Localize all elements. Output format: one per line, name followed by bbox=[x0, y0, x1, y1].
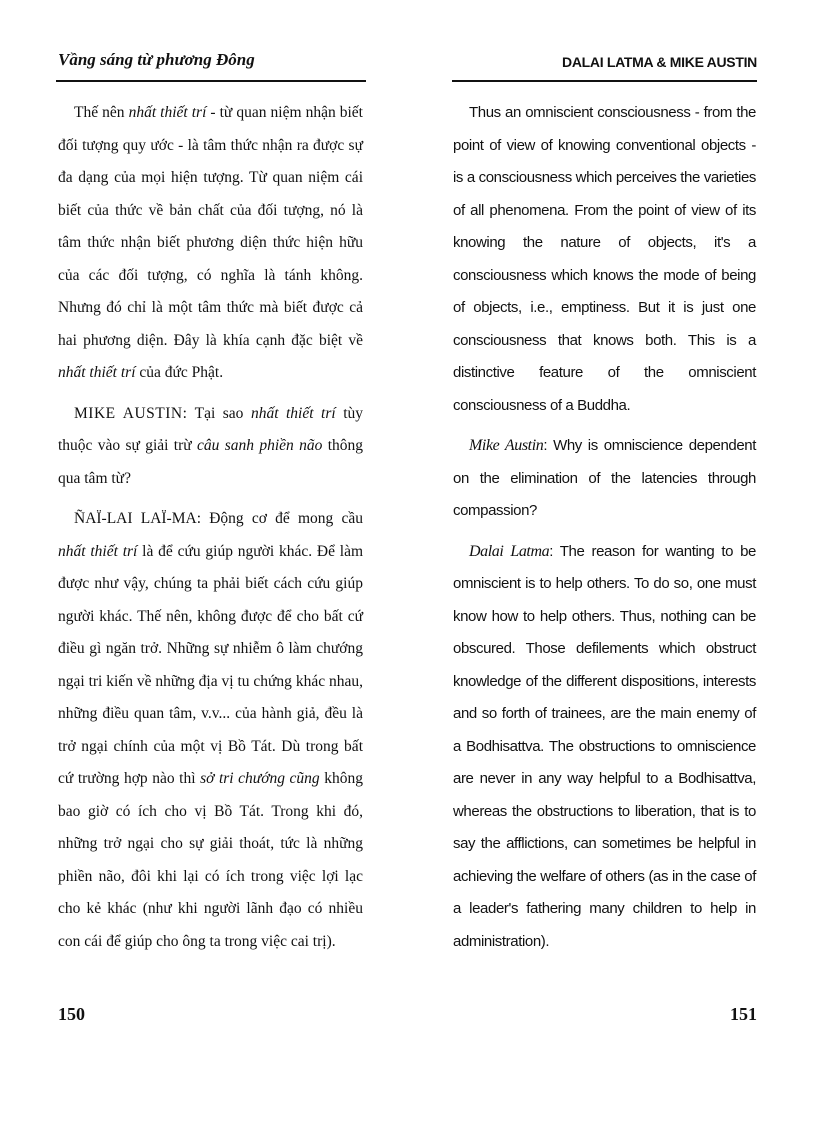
text-run: Động cơ để mong cầu bbox=[201, 510, 363, 527]
term-emphasis: nhất thiết trí bbox=[58, 364, 136, 381]
term-emphasis: câu sanh phiền não bbox=[197, 437, 323, 454]
text-run: - từ quan niệm nhận biết đối tượng quy ước - là tâm thức nhận ra được sự đa dạng của mọi hiện tượng. Từ quan niệm cái biết của thức về bản chất của đối tượng, nó là tâm thức nhận biết phương diện thức hiện hữu của các đối tượng, có nghĩa là tánh không. Nhưng đó chỉ là một tâm thức mà biết được cả hai phương diện. Đây là khía cạnh đặc biệt về bbox=[58, 104, 363, 349]
text-run: : The reason for wanting to be omniscient is to help others. To do so, one must know how to help others. Thus, nothing can be obscured. Those defilements which obstruct knowledge of the different dispositions, interests and so forth of trainees, are the main enemy of a Bodhisattva. The obstructions to omniscience are never in any way helpful to a Bodhisattva, whereas the obstructions to liberation, that is to say the afflictions, can sometimes be helpful in achieving the welfare of others (as in the case of a leader's fathering many children to help in administration). bbox=[453, 542, 756, 950]
text-run: tùy thuộc vào sự giải trừ bbox=[58, 404, 363, 454]
left-paragraph-1 bbox=[58, 97, 363, 390]
left-header-rule bbox=[56, 80, 366, 82]
right-paragraph-2 bbox=[453, 430, 756, 528]
left-paragraph-3 bbox=[58, 503, 363, 958]
text-run: : Why is omniscience dependent on the elimination of the latencies through compassion? bbox=[453, 437, 756, 519]
text-run: của đức Phật. bbox=[135, 364, 224, 381]
text-run: thông qua tâm từ? bbox=[58, 437, 363, 487]
term-emphasis: nhất thiết trí bbox=[250, 404, 336, 422]
speaker-label: MIKE AUSTIN: bbox=[74, 404, 188, 422]
text-run: Tại sao bbox=[187, 404, 251, 422]
speaker-label: ÑAÏ-LAI LAÏ-MA: bbox=[74, 510, 202, 527]
speaker-label: Dalai Latma bbox=[469, 542, 550, 560]
right-page-number: 151 bbox=[730, 1004, 757, 1024]
term-emphasis: nhất thiết trí bbox=[128, 104, 207, 121]
right-header-rule bbox=[452, 80, 757, 82]
left-running-header: Vầng sáng từ phương Đông bbox=[58, 50, 255, 69]
left-page-number: 150 bbox=[58, 1004, 85, 1024]
right-running-header: DALAI LATMA & MIKE AUSTIN bbox=[562, 54, 757, 70]
left-page-body bbox=[58, 97, 363, 966]
text-run: không bao giờ có ích cho vị Bồ Tát. Trong khi đó, những trở ngại cho sự giải thoát, tức là những phiền não, đôi khi lại có ích trong việc lợi lạc cho kẻ khác (như khi người lãnh đạo có nhiều con cái để giúp cho ông ta trong việc cai trị). bbox=[58, 770, 363, 950]
right-paragraph-1: Thus an omniscient consciousness - from the point of view of knowing conventional objects - is a consciousness which perceives the varieties of all phenomena. From the point of view of its knowing the nature of objects, it's a consciousness which knows the mode of being of objects, i.e., emptiness. But it is just one consciousness that knows both. This is a distinctive feature of the omniscient consciousness of a Buddha. bbox=[453, 104, 756, 414]
text-run: Thế nên bbox=[74, 104, 129, 121]
right-page-body bbox=[453, 97, 756, 966]
speaker-label: Mike Austin bbox=[469, 437, 544, 454]
term-emphasis: sở tri chướng cũng bbox=[200, 770, 320, 787]
text-run: là để cứu giúp người khác. Để làm được như vậy, chúng ta phải biết cách cứu giúp người khác. Thế nên, không được để cho bất cứ điều gì ngăn trở. Những sự nhiễm ô làm chướng ngại tri kiến về những địa vị tu chứng khác nhau, những điều quan tâm, v.v... của hành giả, đều là trở ngại chính của một vị Bồ Tát. Dù trong bất cứ trường hợp nào thì bbox=[58, 542, 364, 787]
right-paragraph-3 bbox=[453, 536, 756, 959]
left-paragraph-2 bbox=[58, 398, 363, 496]
term-emphasis: nhất thiết trí bbox=[58, 542, 138, 560]
